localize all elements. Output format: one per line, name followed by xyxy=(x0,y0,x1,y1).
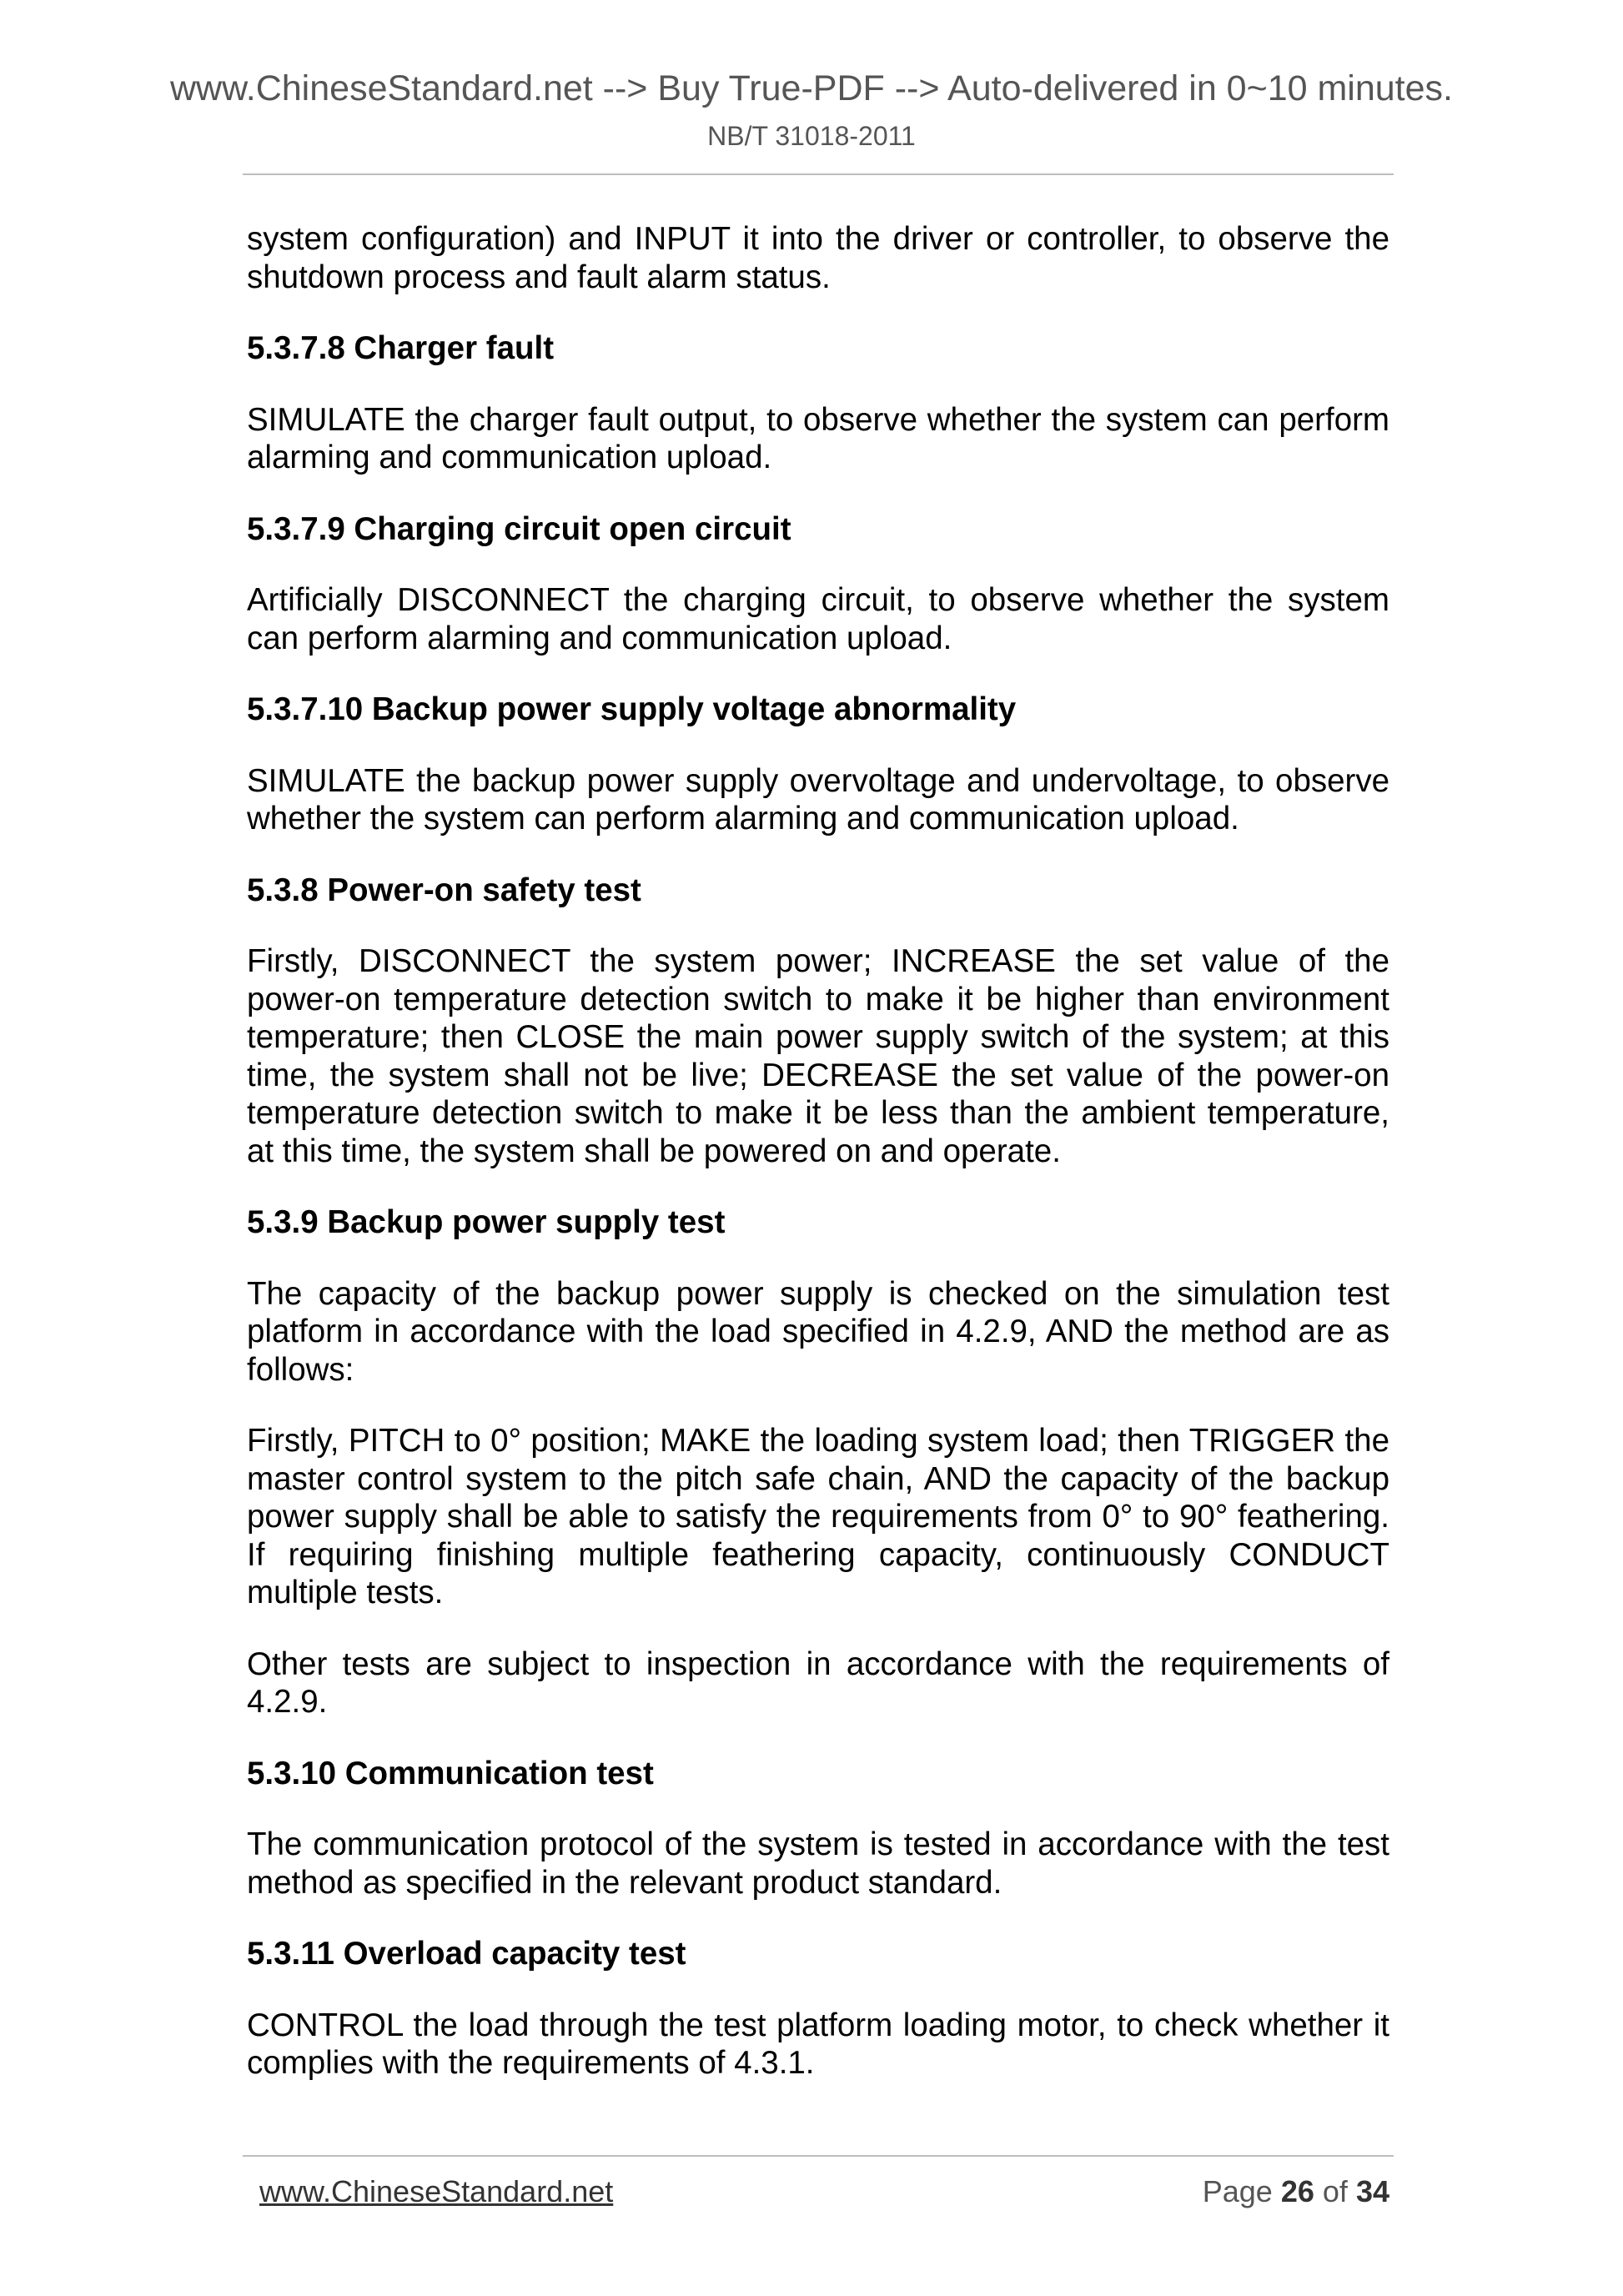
heading-5-3-9: 5.3.9 Backup power supply test xyxy=(247,1204,726,1240)
paragraph-intro: system configuration) and INPUT it into the driver or controller, to observe the shutdown process and fault alarm status. xyxy=(247,221,1389,295)
paragraph-5-3-9-procedure: Firstly, PITCH to 0° position; MAKE the loading system load; then TRIGGER the master control system to the pitch safe chain, AND the capacity of the backup power supply shall be able to satisfy the requirements from 0° to 90° feathering. If requiring finishing multiple feathering capacity, continuously CONDUCT multiple tests. xyxy=(247,1423,1389,1610)
heading-5-3-7-8: 5.3.7.8 Charger fault xyxy=(247,330,555,366)
paragraph-5-3-9-other: Other tests are subject to inspection in accordance with the requirements of 4.2.9. xyxy=(247,1645,1389,1720)
footer-divider xyxy=(243,2155,1394,2157)
header-divider xyxy=(243,173,1394,175)
paragraph-5-3-9-method: The capacity of the backup power supply is checked on the simulation test platform in accordance with the load specified in 4.2.9, AND the method are as follows: xyxy=(247,1275,1389,1388)
paragraph-5-3-10: The communication protocol of the system is tested in accordance with the test method as specified in the relevant product standard. xyxy=(247,1826,1389,1901)
page-current: 26 xyxy=(1280,2174,1314,2208)
header-banner: www.ChineseStandard.net --> Buy True-PDF --> Auto-delivered in 0~10 minutes. xyxy=(169,68,1453,108)
paragraph-5-3-8: Firstly, DISCONNECT the system power; INCREASE the set value of the power-on temperature detection switch to make it be higher than environment temperature; then CLOSE the main power supply switch of the system; at this time, the system shall not be live; DECREASE the set value of the power-on temperature detection switch to make it be less than the ambient temperature, at this time, the system shall be powered on and operate. xyxy=(247,943,1389,1169)
heading-5-3-8: 5.3.8 Power-on safety test xyxy=(247,872,641,908)
heading-5-3-11: 5.3.11 Overload capacity test xyxy=(247,1936,686,1972)
page-total: 34 xyxy=(1355,2174,1389,2208)
page-of-word: of xyxy=(1322,2174,1348,2208)
heading-5-3-10: 5.3.10 Communication test xyxy=(247,1755,654,1791)
paragraph-5-3-7-10: SIMULATE the backup power supply overvoltage and undervoltage, to observe whether the system can perform alarming and communication upload. xyxy=(247,762,1389,837)
heading-5-3-7-9: 5.3.7.9 Charging circuit open circuit xyxy=(247,510,791,547)
heading-5-3-7-10: 5.3.7.10 Backup power supply voltage abnormality xyxy=(247,691,1017,727)
page-word: Page xyxy=(1202,2174,1273,2208)
paragraph-5-3-7-9: Artificially DISCONNECT the charging circuit, to observe whether the system can perform alarming and communication upload. xyxy=(247,582,1389,656)
paragraph-5-3-11: CONTROL the load through the test platform loading motor, to check whether it complies with the requirements of 4.3.1. xyxy=(247,2007,1389,2081)
paragraph-5-3-7-8: SIMULATE the charger fault output, to observe whether the system can perform alarming and communication upload. xyxy=(247,401,1389,475)
document-body xyxy=(247,220,1389,2116)
page-number xyxy=(1203,2173,1389,2210)
standard-code: NB/T 31018-2011 xyxy=(707,121,916,151)
footer-site-link[interactable]: www.ChineseStandard.net xyxy=(259,2174,614,2208)
